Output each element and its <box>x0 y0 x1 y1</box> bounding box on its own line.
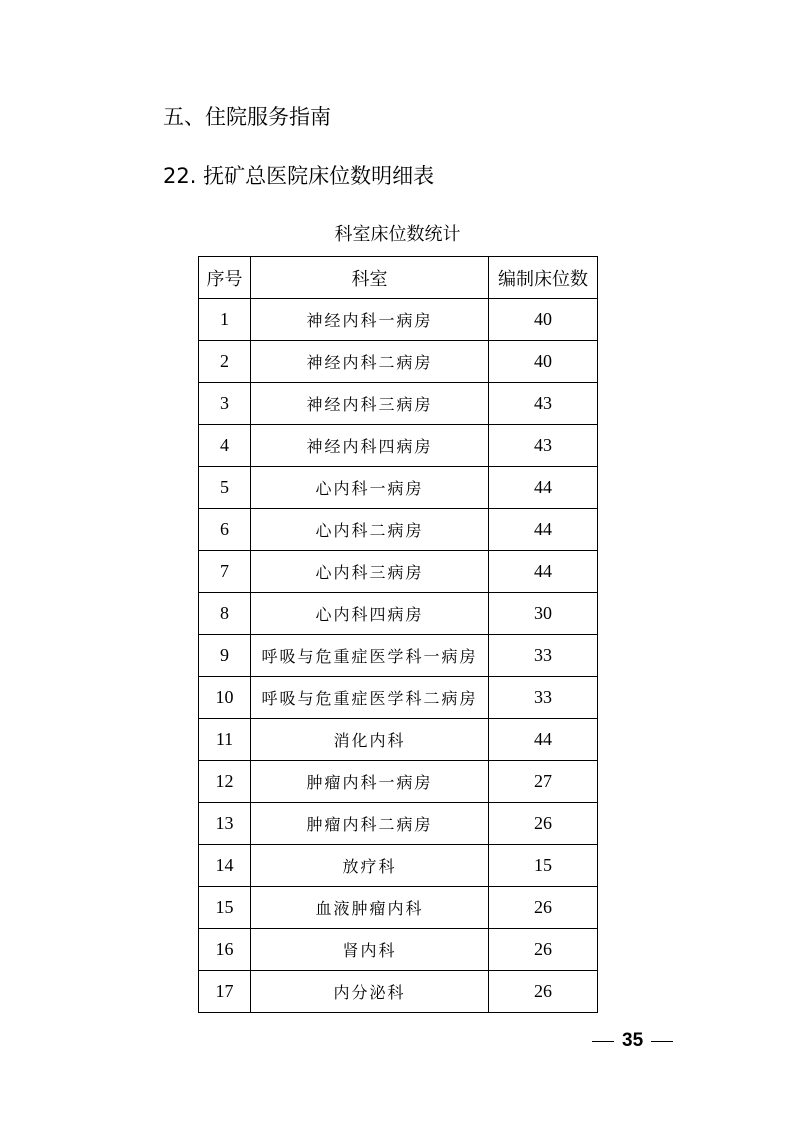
table-row <box>199 929 598 971</box>
row-index: 1 <box>199 299 251 341</box>
table-row <box>199 677 598 719</box>
row-beds: 15 <box>489 845 598 887</box>
row-beds: 40 <box>489 299 598 341</box>
row-department: 消化内科 <box>251 719 489 761</box>
row-index: 6 <box>199 509 251 551</box>
row-department: 放疗科 <box>251 845 489 887</box>
table-row <box>199 635 598 677</box>
row-beds: 26 <box>489 803 598 845</box>
row-beds: 30 <box>489 593 598 635</box>
header-beds: 编制床位数 <box>489 257 598 299</box>
row-beds: 26 <box>489 887 598 929</box>
row-beds: 44 <box>489 551 598 593</box>
row-beds: 33 <box>489 635 598 677</box>
row-beds: 26 <box>489 929 598 971</box>
table-header <box>199 257 598 299</box>
row-index: 13 <box>199 803 251 845</box>
row-beds: 43 <box>489 425 598 467</box>
row-index: 8 <box>199 593 251 635</box>
row-index: 2 <box>199 341 251 383</box>
header-department: 科室 <box>251 257 489 299</box>
table-row <box>199 383 598 425</box>
row-department: 血液肿瘤内科 <box>251 887 489 929</box>
row-index: 5 <box>199 467 251 509</box>
row-index: 10 <box>199 677 251 719</box>
table-row <box>199 299 598 341</box>
table-body <box>199 299 598 1013</box>
row-department: 呼吸与危重症医学科二病房 <box>251 677 489 719</box>
row-department: 肿瘤内科一病房 <box>251 761 489 803</box>
table-row <box>199 467 598 509</box>
row-department: 内分泌科 <box>251 971 489 1013</box>
row-department: 心内科四病房 <box>251 593 489 635</box>
row-department: 心内科一病房 <box>251 467 489 509</box>
row-beds: 44 <box>489 719 598 761</box>
row-department: 神经内科四病房 <box>251 425 489 467</box>
row-index: 17 <box>199 971 251 1013</box>
page-number-dash-right <box>651 1041 673 1042</box>
row-index: 11 <box>199 719 251 761</box>
row-beds: 43 <box>489 383 598 425</box>
row-beds: 44 <box>489 509 598 551</box>
row-beds: 26 <box>489 971 598 1013</box>
row-index: 15 <box>199 887 251 929</box>
row-department: 神经内科一病房 <box>251 299 489 341</box>
row-index: 4 <box>199 425 251 467</box>
row-index: 9 <box>199 635 251 677</box>
table-row <box>199 719 598 761</box>
table-row <box>199 887 598 929</box>
row-beds: 33 <box>489 677 598 719</box>
table-row <box>199 845 598 887</box>
row-department: 呼吸与危重症医学科一病房 <box>251 635 489 677</box>
table-row <box>199 341 598 383</box>
row-index: 12 <box>199 761 251 803</box>
row-department: 心内科三病房 <box>251 551 489 593</box>
bed-count-table <box>198 256 598 1013</box>
table-row <box>199 551 598 593</box>
page-number-value: 35 <box>622 1030 644 1051</box>
row-beds: 40 <box>489 341 598 383</box>
row-index: 16 <box>199 929 251 971</box>
section-heading: 五、住院服务指南 <box>163 105 331 129</box>
row-department: 肿瘤内科二病房 <box>251 803 489 845</box>
row-index: 14 <box>199 845 251 887</box>
table-row <box>199 971 598 1013</box>
page-number-dash-left <box>592 1041 614 1042</box>
table-row <box>199 425 598 467</box>
page-number <box>592 1028 673 1054</box>
row-department: 肾内科 <box>251 929 489 971</box>
table-row <box>199 803 598 845</box>
row-beds: 27 <box>489 761 598 803</box>
row-beds: 44 <box>489 467 598 509</box>
table-caption: 科室床位数统计 <box>334 224 461 245</box>
row-department: 心内科二病房 <box>251 509 489 551</box>
table-row <box>199 509 598 551</box>
table-title: 22. 抚矿总医院床位数明细表 <box>163 164 435 188</box>
row-index: 7 <box>199 551 251 593</box>
row-department: 神经内科二病房 <box>251 341 489 383</box>
row-department: 神经内科三病房 <box>251 383 489 425</box>
table-row <box>199 761 598 803</box>
header-row <box>199 257 598 299</box>
table-row <box>199 593 598 635</box>
row-index: 3 <box>199 383 251 425</box>
header-index: 序号 <box>199 257 251 299</box>
